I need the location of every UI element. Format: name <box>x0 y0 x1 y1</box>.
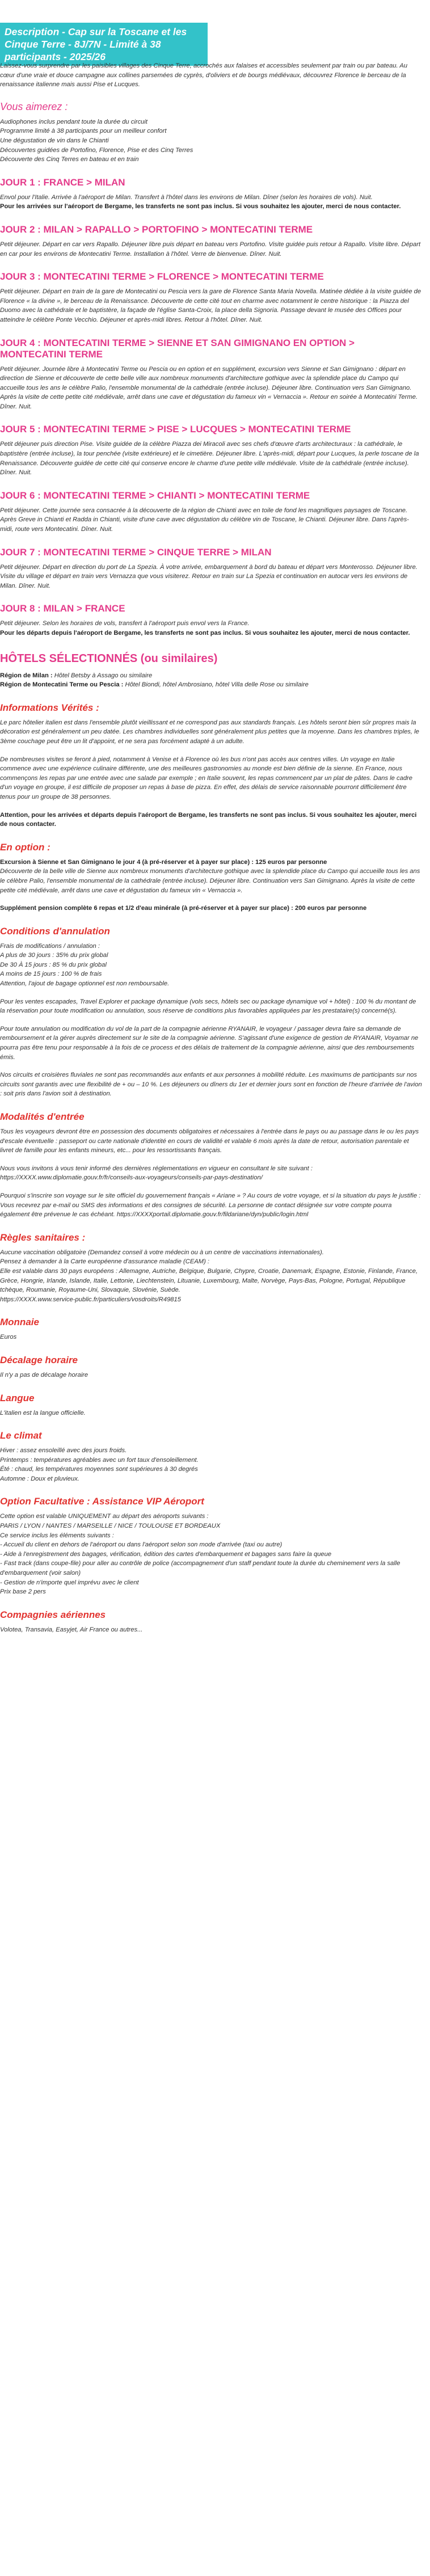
option-heading: En option : <box>0 841 50 853</box>
day-3-heading: JOUR 3 : MONTECATINI TERME > FLORENCE > MONTECATINI TERME <box>0 271 324 283</box>
compagnies-heading: Compagnies aériennes <box>0 1609 106 1620</box>
climat-line: Printemps : températures agréables avec un fort taux d'ensoleillement. <box>0 1456 199 1464</box>
langue-text: L'italien est la langue officielle. <box>0 1409 86 1416</box>
conditions-heading: Conditions d'annulation <box>0 925 110 937</box>
option-supplement: Supplément pension complète 6 repas et 1/2 d'eau minérale (à pré-réserver et à payer sur place) : 200 euros par personne <box>0 905 367 912</box>
aimerez-item: Programme limité à 38 participants pour un meilleur confort <box>0 128 167 135</box>
modalites-paragraph: Pourquoi s'inscrire son voyage sur le site officiel du gouvernement français « Ariane » ? Au cours de votre voyage, et si la situation du pays le justifie : Vous recevrez par e-mail ou SMS des informations et des consignes de sécurité. La personne de contact désignée sur votre compte pourra également être prévenue le cas échéant. https://XXXXportail.diplomatie.gouv.fr/fildariane/dyn/public/login.html <box>0 1192 421 1219</box>
climat-line: Hiver : assez ensoleillé avec des jours froids. <box>0 1447 127 1454</box>
hotel-names: Hôtel Betsby à Assago ou similaire <box>52 672 153 679</box>
day-4-text: Petit déjeuner. Journée libre à Montecatini Terme ou Pescia ou en option et en supplément, excursion vers Sienne et San Gimignano : départ en direction de Sienne et découverte de cette belle ville aux nombreux monuments d'architecture gothique avec la splendide place du Campo qui accueille tous les ans le célèbre Palio, l'ensemble monumental de la cathédrale (entrée incluse). Déjeuner libre. Continuation vers San Gimignano. Après la visite de cette petite cité médiévale, arrêt dans une cave et dégustation du fameux vin « Vernaccia ». Retour en soirée à Montecatini Terme. Dîner. Nuit. <box>0 365 418 410</box>
day-6-text: Petit déjeuner. Cette journée sera consacrée à la découverte de la région de Chianti avec en toile de fond les magnifiques paysages de Toscane. Après Greve in Chianti et Radda in Chianti, visite d'une cave avec dégustation du célèbre vin de Toscane, le Chianti. Déjeuner libre. Dans l'après-midi, route vers Montecatini. Dîner. Nuit. <box>0 507 409 533</box>
conditions-paragraph: Nos circuits et croisières fluviales ne sont pas recommandés aux enfants et aux personnes à mobilité réduite. Les maximums de participants sur nos circuits sont garantis avec une flexibilité de + ou – 10 %. Les déjeuners ou dîners du 1er et dernier jours sont en fonction de l'heure d'arrivée de l'avion : soit pris dans l'avion soit à destination. <box>0 1072 422 1098</box>
compagnies-text: Volotea, Transavia, Easyjet, Air France ou autres... <box>0 1626 143 1633</box>
facultative-list <box>0 1512 422 1596</box>
conditions-line: Attention, l'ajout de bagage optionnel est non remboursable. <box>0 980 170 988</box>
hotel-line <box>0 671 422 681</box>
day-5-heading: JOUR 5 : MONTECATINI TERME > PISE > LUCQUES > MONTECATINI TERME <box>0 424 351 435</box>
conditions-line: De 30 À 15 jours : 85 % du prix global <box>0 961 107 968</box>
facultative-line: Cette option est valable UNIQUEMENT au départ des aéroports suivants : <box>0 1513 209 1520</box>
sanitaires-line: Pensez à demander à la Carte européenne d'assurance maladie (CEAM) : <box>0 1258 210 1266</box>
conditions-paragraph: Pour toute annulation ou modification du vol de la part de la compagnie aérienne RYANAIR, le voyageur / passager devra faire sa demande de remboursement et la gérer auprès directement sur le site de la compagnie aérienne. S'agissant d'une exigence de gestion de RYANAIR, Voyamar ne pourra pas être tenu pour responsable à la fois de ce process et des délais de traitement de la compagnie aérienne, ainsi que des remboursements émis. <box>0 1025 419 1061</box>
day-3-text: Petit déjeuner. Départ en train de la gare de Montecatini ou Pescia vers la gare de Florence Santa Maria Novella. Matinée dédiée à la visite guidée de Florence « la divine », le berceau de la Renaissance. Découverte de cette cité tout en charme avec notamment le centre historique : la Piazza del Duomo avec la cathédrale et le baptistère, la façade de l'église Santa-Croix, la place della Signoria. Passage devant le musée des Offices pour atteindre le célèbre Ponte Vecchio. Déjeuner et après-midi libres. Retour à l'hôtel. Dîner. Nuit. <box>0 288 421 323</box>
infos-paragraph: Le parc hôtelier italien est dans l'ensemble plutôt vieillissant et ne correspond pas aux standards français. Les hôtels seront bien sûr propres mais la décoration est généralement un peu datée. Les chambres individuelles sont généralement plus petites que la moyenne. Dans les chambres triples, le 3ème couchage peut être un lit d'appoint, et ne sera pas forcément adapté à un adulte. <box>0 719 419 745</box>
day-1-text <box>0 193 422 212</box>
main-content <box>0 61 422 1643</box>
modalites-paragraph: Nous vous invitons à vous tenir informé des dernières réglementations en vigueur en consultant le site suivant : https://XXXX.www.diplomatie.gouv.fr/fr/conseils-aux-voyageurs/conseils-par-pays-destination/ <box>0 1165 313 1182</box>
page-title: Description - Cap sur la Toscane et les Cinque Terre - 8J/7N - Limité à 38 participants - 2025/26 <box>5 26 187 62</box>
horaire-heading: Décalage horaire <box>0 1354 78 1365</box>
infos-heading: Informations Vérités : <box>0 702 99 713</box>
modalites-paragraph: Tous les voyageurs devront être en possession des documents obligatoires et nécessaires à l'entrée dans le pays ou au passage dans le ou les pays d'escale éventuelle : passeport ou carte nationale d'identité en cours de validité et valable 6 mois après la date de retour, autorisation parentale et livret de famille pour les enfants mineurs, etc... pour les ressortissants français. <box>0 1128 419 1154</box>
climat-line: Été : chaud, les températures moyennes sont supérieures à 30 degrés <box>0 1466 198 1473</box>
facultative-line: Ce service inclus les éléments suivants : <box>0 1532 114 1539</box>
climat-line: Automne : Doux et pluvieux. <box>0 1475 79 1482</box>
aimerez-heading: Vous aimerez : <box>0 100 68 112</box>
day-8-note: Pour les départs depuis l'aéroport de Bergame, les transferts ne sont pas inclus. Si vous souhaitez les ajouter, merci de nous contacter. <box>0 630 410 636</box>
option-text: Découverte de la belle ville de Sienne aux nombreux monuments d'architecture gothique avec la splendide place du Campo qui accueille tous les ans le célèbre Palio, l'ensemble monumental de la cathédrale (entrée incluse). Déjeuner libre. Continuation vers San Gimignano. Après la visite de cette petite cité médiévale, arrêt dans une cave et dégustation du fameux vin « Vernaccia ». <box>0 868 420 894</box>
sanitaires-line: https://XXXX.www.service-public.fr/particuliers/vosdroits/R49815 <box>0 1296 181 1303</box>
hotel-region: Région de Montecatini Terme ou Pescia : <box>0 681 124 689</box>
intro-text: Laissez-vous surprendre par les paisibles villages des Cinque Terre, accrochés aux falaises et accessibles seulement par train ou par bateau. Au cœur d'une vraie et douce campagne aux collines parsemées de cyprès, d'oliviers et de bourgs médiévaux, découvrez Florence le berceau de la renaissance italienne mais aussi Pise et Lucques. <box>0 62 408 88</box>
day-2-heading: JOUR 2 : MILAN > RAPALLO > PORTOFINO > MONTECATINI TERME <box>0 224 313 235</box>
langue-heading: Langue <box>0 1392 35 1403</box>
facultative-line: - Gestion de n'importe quel imprévu avec le client <box>0 1579 139 1586</box>
day-4-heading: JOUR 4 : MONTECATINI TERME > SIENNE ET SAN GIMIGNANO EN OPTION > MONTECATINI TERME <box>0 337 355 360</box>
hotel-line <box>0 680 422 690</box>
sanitaires-line: Aucune vaccination obligatoire (Demandez conseil à votre médecin ou à un centre de vaccinations internationales). <box>0 1249 324 1256</box>
infos-note: Attention, pour les arrivées et départs depuis l'aéroport de Bergame, les transferts ne sont pas inclus. Si vous souhaitez les ajouter, merci de nous contacter. <box>0 811 417 828</box>
monnaie-text: Euros <box>0 1334 17 1341</box>
facultative-line: - Fast track (dans coupe-file) pour aller au contrôle de police (accompagnement d'un staff pendant toute la durée du cheminement vers la salle d'embarquement (voir salon) <box>0 1560 401 1577</box>
sanitaires-line: Elle est valable dans 30 pays européens : Allemagne, Autriche, Belgique, Bulgarie, Chypre, Croatie, Danemark, Espagne, Estonie, Finlande, France, Grèce, Hongrie, Irlande, Islande, Italie, Lettonie, Liechtenstein, Lituanie, Luxembourg, Malte, Norvège, Pays-Bas, Pologne, Portugal, République tchèque, Roumanie, Royaume-Uni, Slovaquie, Slovénie, Suède. <box>0 1267 418 1294</box>
page-title-banner <box>0 23 208 66</box>
option-block <box>0 858 422 895</box>
modalites-heading: Modalités d'entrée <box>0 1111 85 1122</box>
day-7-heading: JOUR 7 : MONTECATINI TERME > CINQUE TERRE > MILAN <box>0 546 272 558</box>
aimerez-item: Découvertes guidées de Portofino, Florence, Pise et des Cinq Terres <box>0 146 193 154</box>
aimerez-item: Une dégustation de vin dans le Chianti <box>0 137 109 144</box>
conditions-line: Frais de modifications / annulation : <box>0 942 100 950</box>
facultative-line: - Aide à l'enregistrement des bagages, vérification, édition des cartes d'embarquement et bagages sans faire la queue <box>0 1550 332 1558</box>
day-2-text: Petit déjeuner. Départ en car vers Rapallo. Déjeuner libre puis départ en bateau vers Portofino. Visite guidée puis retour à Rapallo. Visite libre. Départ en car pour les environs de Montecatini Terme. Installation à l'hôtel. Verre de bienvenue. Dîner. Nuit. <box>0 241 421 258</box>
option-lead: Excursion à Sienne et San Gimignano le jour 4 (à pré-réserver et à payer sur place) : 125 euros par personne <box>0 858 327 866</box>
conditions-line: A moins de 15 jours : 100 % de frais <box>0 971 102 978</box>
facultative-line: Prix base 2 pers <box>0 1588 46 1596</box>
day-8-description: Petit déjeuner. Selon les horaires de vols, transfert à l'aéroport puis envol vers la France. <box>0 620 250 627</box>
day-8-heading: JOUR 8 : MILAN > FRANCE <box>0 603 125 614</box>
climat-heading: Le climat <box>0 1430 42 1441</box>
sanitaires-heading: Règles sanitaires : <box>0 1232 86 1243</box>
conditions-list <box>0 942 422 989</box>
facultative-line: PARIS / LYON / NANTES / MARSEILLE / NICE / TOULOUSE ET BORDEAUX <box>0 1523 221 1530</box>
hotel-region: Région de Milan : <box>0 672 53 679</box>
horaire-text: Il n'y a pas de décalage horaire <box>0 1371 88 1378</box>
day-8-text <box>0 619 422 638</box>
day-1-note: Pour les arrivées sur l'aéroport de Bergame, les transferts ne sont pas inclus. Si vous souhaitez les ajouter, merci de nous contacter. <box>0 203 401 210</box>
day-1-description: Envol pour l'Italie. Arrivée à l'aéroport de Milan. Transfert à l'hôtel dans les environs de Milan. Dîner (selon les horaires de vols). Nuit. <box>0 193 373 201</box>
sanitaires-list <box>0 1248 422 1305</box>
hotel-names: Hôtel Biondi, hôtel Ambrosiano, hôtel Villa delle Rose ou similaire <box>123 681 309 689</box>
climat-list <box>0 1446 422 1483</box>
monnaie-heading: Monnaie <box>0 1317 39 1328</box>
day-6-heading: JOUR 6 : MONTECATINI TERME > CHIANTI > MONTECATINI TERME <box>0 490 310 501</box>
hotels-list <box>0 671 422 690</box>
day-1-heading: JOUR 1 : FRANCE > MILAN <box>0 176 125 188</box>
day-7-text: Petit déjeuner. Départ en direction du port de La Spezia. À votre arrivée, embarquement à bord du bateau et départ vers Monterosso. Déjeuner libre. Visite du village et départ en train vers Vernazza que vous visiterez. Retour en train sur La Spezia et continuation en autocar vers les environs de Milan. Dîner. Nuit. <box>0 563 418 589</box>
facultative-heading: Option Facultative : Assistance VIP Aéroport <box>0 1496 204 1507</box>
aimerez-list <box>0 117 422 165</box>
day-5-text: Petit déjeuner puis direction Pise. Visite guidée de la célèbre Piazza dei Miracoli avec ses chefs d'œuvre d'arts architecturaux : la cathédrale, le baptistère (entrée incluse), la tour penchée (visite extérieure) et le cimetière. Déjeuner libre. L'après-midi, départ pour Lucques, la perle toscane de la Renaissance. Découverte guidée de cette cité qui conserve encore le charme d'une petite ville médiévale. Visite de la cathédrale (entrée incluse). Dîner. Nuit. <box>0 441 419 477</box>
facultative-line: - Accueil du client en dehors de l'aéroport ou dans l'aéroport selon son mode d'arrivée (taxi ou autre) <box>0 1541 283 1549</box>
infos-paragraph: De nombreuses visites se feront à pied, notamment à Venise et à Florence où les bus n'ont pas accès aux centres villes. Un voyage en Italie commence avec une expérience culinaire différente, une des meilleures gastronomies au monde est bien définie de la sienne. En France, nous commençons les repas par une entrée avec une salade par exemple ; en Italie souvent, les repas commencent par un plat de pâtes. Dans le cadre d'un voyage en groupe, il est difficile de proposer un repas à base de pizza. En effet, des délais de service raisonnable pourront difficilement être tenus pour un groupe de 38 personnes. <box>0 756 412 800</box>
aimerez-item: Audiophones inclus pendant toute la durée du circuit <box>0 118 147 125</box>
conditions-line: A plus de 30 jours : 35% du prix global <box>0 952 108 959</box>
aimerez-item: Découverte des Cinq Terres en bateau et en train <box>0 156 139 163</box>
hotels-heading: HÔTELS SÉLECTIONNÉS (ou similaires) <box>0 652 218 665</box>
conditions-paragraph: Pour les ventes escapades, Travel Explorer et package dynamique (vols secs, hôtels sec ou package dynamique vol + hôtel) : 100 % du montant de la réservation pour toute modification ou annulation, sous réserve de conditions plus favorables appliquées par les prestataire(s) concerné(s). <box>0 998 416 1015</box>
